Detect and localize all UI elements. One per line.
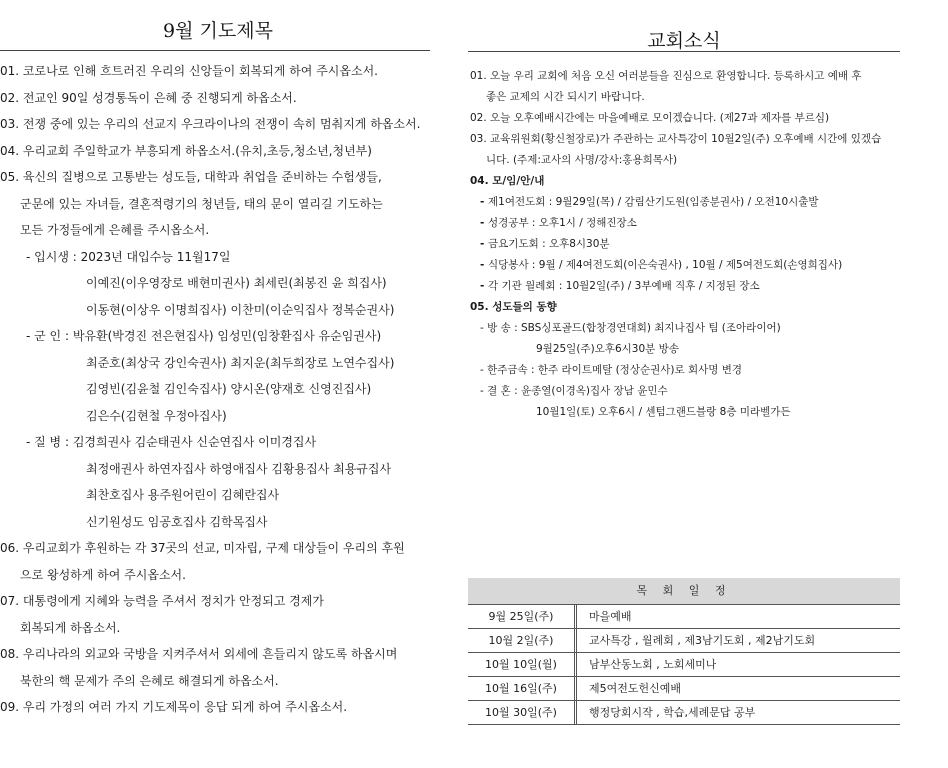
table-row [468,629,900,653]
prayer-line: - 입시생 : 2023년 대입수능 11월17일 [26,249,231,264]
prayer-line: 최준호(최상국 강인숙권사) 최지운(최두희장로 노연수집사) [86,355,395,370]
prayer-line: 09. 우리 가정의 여러 가지 기도제목이 응답 되게 하여 주시옵소서. [0,700,348,714]
prayer-line: 이동현(이상우 이명희집사) 이찬미(이순익집사 정복순권사) [86,302,395,317]
schedule-date: 10월 10일(월) [468,653,577,676]
news-line: - 결 혼 : 윤종열(이경옥)집사 장남 윤민수 [480,385,668,397]
prayer-line: 06. 우리교회가 후원하는 각 37곳의 선교, 미자립, 구제 대상들이 우리의 후원 [0,541,405,555]
prayer-line: 03. 전쟁 중에 있는 우리의 선교지 우크라이나의 전쟁이 속히 멈춰지게 하옵소서. [0,117,421,131]
news-line: 03. 교육위원회(황신철장로)가 주관하는 교사특강이 10월2일(주) 오후예배 시간에 있겠습 [470,133,882,145]
table-row [468,701,900,725]
meeting-text: 성경공부 : 오후1시 / 정해진장소 [488,217,637,229]
prayer-line: 김은수(김현철 우정아집사) [86,408,227,423]
meeting-text: 금요기도회 : 오후8시30분 [488,238,610,250]
news-line: 니다. (주제:교사의 사명/강사:홍용희목사) [486,154,678,166]
schedule-header: 목 회 일 정 [468,578,900,605]
meeting-item: - 제1여전도회 : 9월29일(목) / 감림산기도원(임종분권사) / 오전10시출발 [480,196,819,208]
news-line: 좋은 교제의 시간 되시기 바랍니다. [486,91,645,103]
prayer-line: 모든 가정들에게 은혜를 주시옵소서. [20,223,210,237]
prayer-line: 08. 우리나라의 외교와 국방을 지켜주셔서 외세에 흔들리지 않도록 하옵시며 [0,647,398,661]
schedule-event: 마을예배 [589,610,632,623]
table-row [468,653,900,677]
news-line: - 한주금속 : 한주 라이트메탈 (정상순권사)로 회사명 변경 [480,364,743,376]
meeting-item: - 성경공부 : 오후1시 / 정해진장소 [480,217,637,229]
schedule-date: 10월 2일(주) [468,629,577,652]
news-title-divider [468,51,900,52]
prayer-line: 01. 코로나로 인해 흐트러진 우리의 신앙들이 회복되게 하여 주시옵소서. [0,64,378,78]
prayer-line: 04. 우리교회 주일학교가 부흥되게 하옵소서.(유치,초등,청소년,청년부) [0,143,372,158]
meeting-text: 식당봉사 : 9월 / 제4여전도회(이은숙권사) , 10월 / 제5여전도회(손영희집사) [488,259,843,271]
prayer-line: 05. 육신의 질병으로 고통받는 성도들, 대학과 취업을 준비하는 수험생들, [0,170,382,184]
schedule-date: 10월 30일(주) [468,701,577,724]
meeting-item: - 금요기도회 : 오후8시30분 [480,238,610,250]
prayer-line: 02. 전교인 90일 성경통독이 은혜 중 진행되게 하옵소서. [0,90,297,105]
prayer-line: 07. 대통령에게 지혜와 능력을 주셔서 정치가 안정되고 경제가 [0,594,324,608]
news-line: - 방 송 : SBS싱포골드(합창경연대회) 최지나집사 팀 (조아라이어) [480,322,781,334]
schedule-date: 10월 16일(주) [468,677,577,700]
schedule-event: 남부산동노회 , 노회세미나 [589,658,717,671]
prayer-line: 김영빈(김윤철 김인숙집사) 양시온(양재호 신영진집사) [86,382,372,396]
news-line: 02. 오늘 오후예배시간에는 마을예배로 모이겠습니다. (제27과 제자를 부르심) [470,112,830,124]
news-section-heading: 04. 모/임/안/내 [470,175,545,187]
table-row [468,677,900,701]
news-section-heading: 05. 성도들의 동향 [470,301,557,313]
meeting-text: 제1여전도회 : 9월29일(목) / 감림산기도원(임종분권사) / 오전10시출발 [488,196,819,208]
meeting-text: 각 기관 월례회 : 10월2일(주) / 3부예배 직후 / 지정된 장소 [488,280,760,292]
news-line: 01. 오늘 우리 교회에 처음 오신 여러분들을 진심으로 환영합니다. 등록하시고 예배 후 [470,70,862,82]
prayer-line: 신기원성도 임공호집사 김학목집사 [86,514,268,529]
prayer-line: 북한의 핵 문제가 주의 은혜로 해결되게 하옵소서. [20,673,279,688]
prayer-line: - 군 인 : 박유환(박경진 전은현집사) 임성민(임창환집사 유순임권사) [26,329,382,343]
meeting-item: - 각 기관 월례회 : 10월2일(주) / 3부예배 직후 / 지정된 장소 [480,280,760,292]
prayer-line: 최찬호집사 용주원어린이 김혜란집사 [86,488,280,502]
schedule-event: 행정당회시작 , 학습,세례문답 공부 [589,706,756,719]
prayer-line: - 질 병 : 김경희권사 김순태권사 신순연집사 이미경집사 [26,435,317,449]
news-line: 10월1일(토) 오후6시 / 센텀그랜드블랑 8층 미라벨가든 [536,406,791,418]
prayer-list [0,58,436,721]
meeting-item: - 식당봉사 : 9월 / 제4여전도회(이은숙권사) , 10월 / 제5여전도회(손영희집사) [480,259,843,271]
prayer-line: 으로 왕성하게 하여 주시옵소서. [20,567,186,582]
prayer-title-divider [0,50,430,51]
table-row [468,605,900,629]
news-list [470,66,900,423]
schedule-table [468,578,900,725]
schedule-event: 교사특강 , 월례회 , 제3남기도회 , 제2남기도회 [589,634,816,647]
prayer-line: 회복되게 하옵소서. [20,620,121,635]
prayer-line: 군문에 있는 자녀들, 결혼적령기의 청년들, 태의 문이 열리길 기도하는 [20,196,383,211]
news-line: 9월25일(주)오후6시30분 방송 [536,343,679,355]
prayer-line: 이예진(이우영장로 배현미권사) 최세린(최봉진 윤 희집사) [86,276,387,290]
prayer-title: 9월 기도제목 [163,20,273,42]
schedule-event: 제5여전도헌신예배 [589,682,682,695]
prayer-line: 최정애권사 하연자집사 하영애집사 김황용집사 최용규집사 [86,461,392,476]
news-title: 교회소식 [647,30,721,52]
schedule-date: 9월 25일(주) [468,605,577,628]
